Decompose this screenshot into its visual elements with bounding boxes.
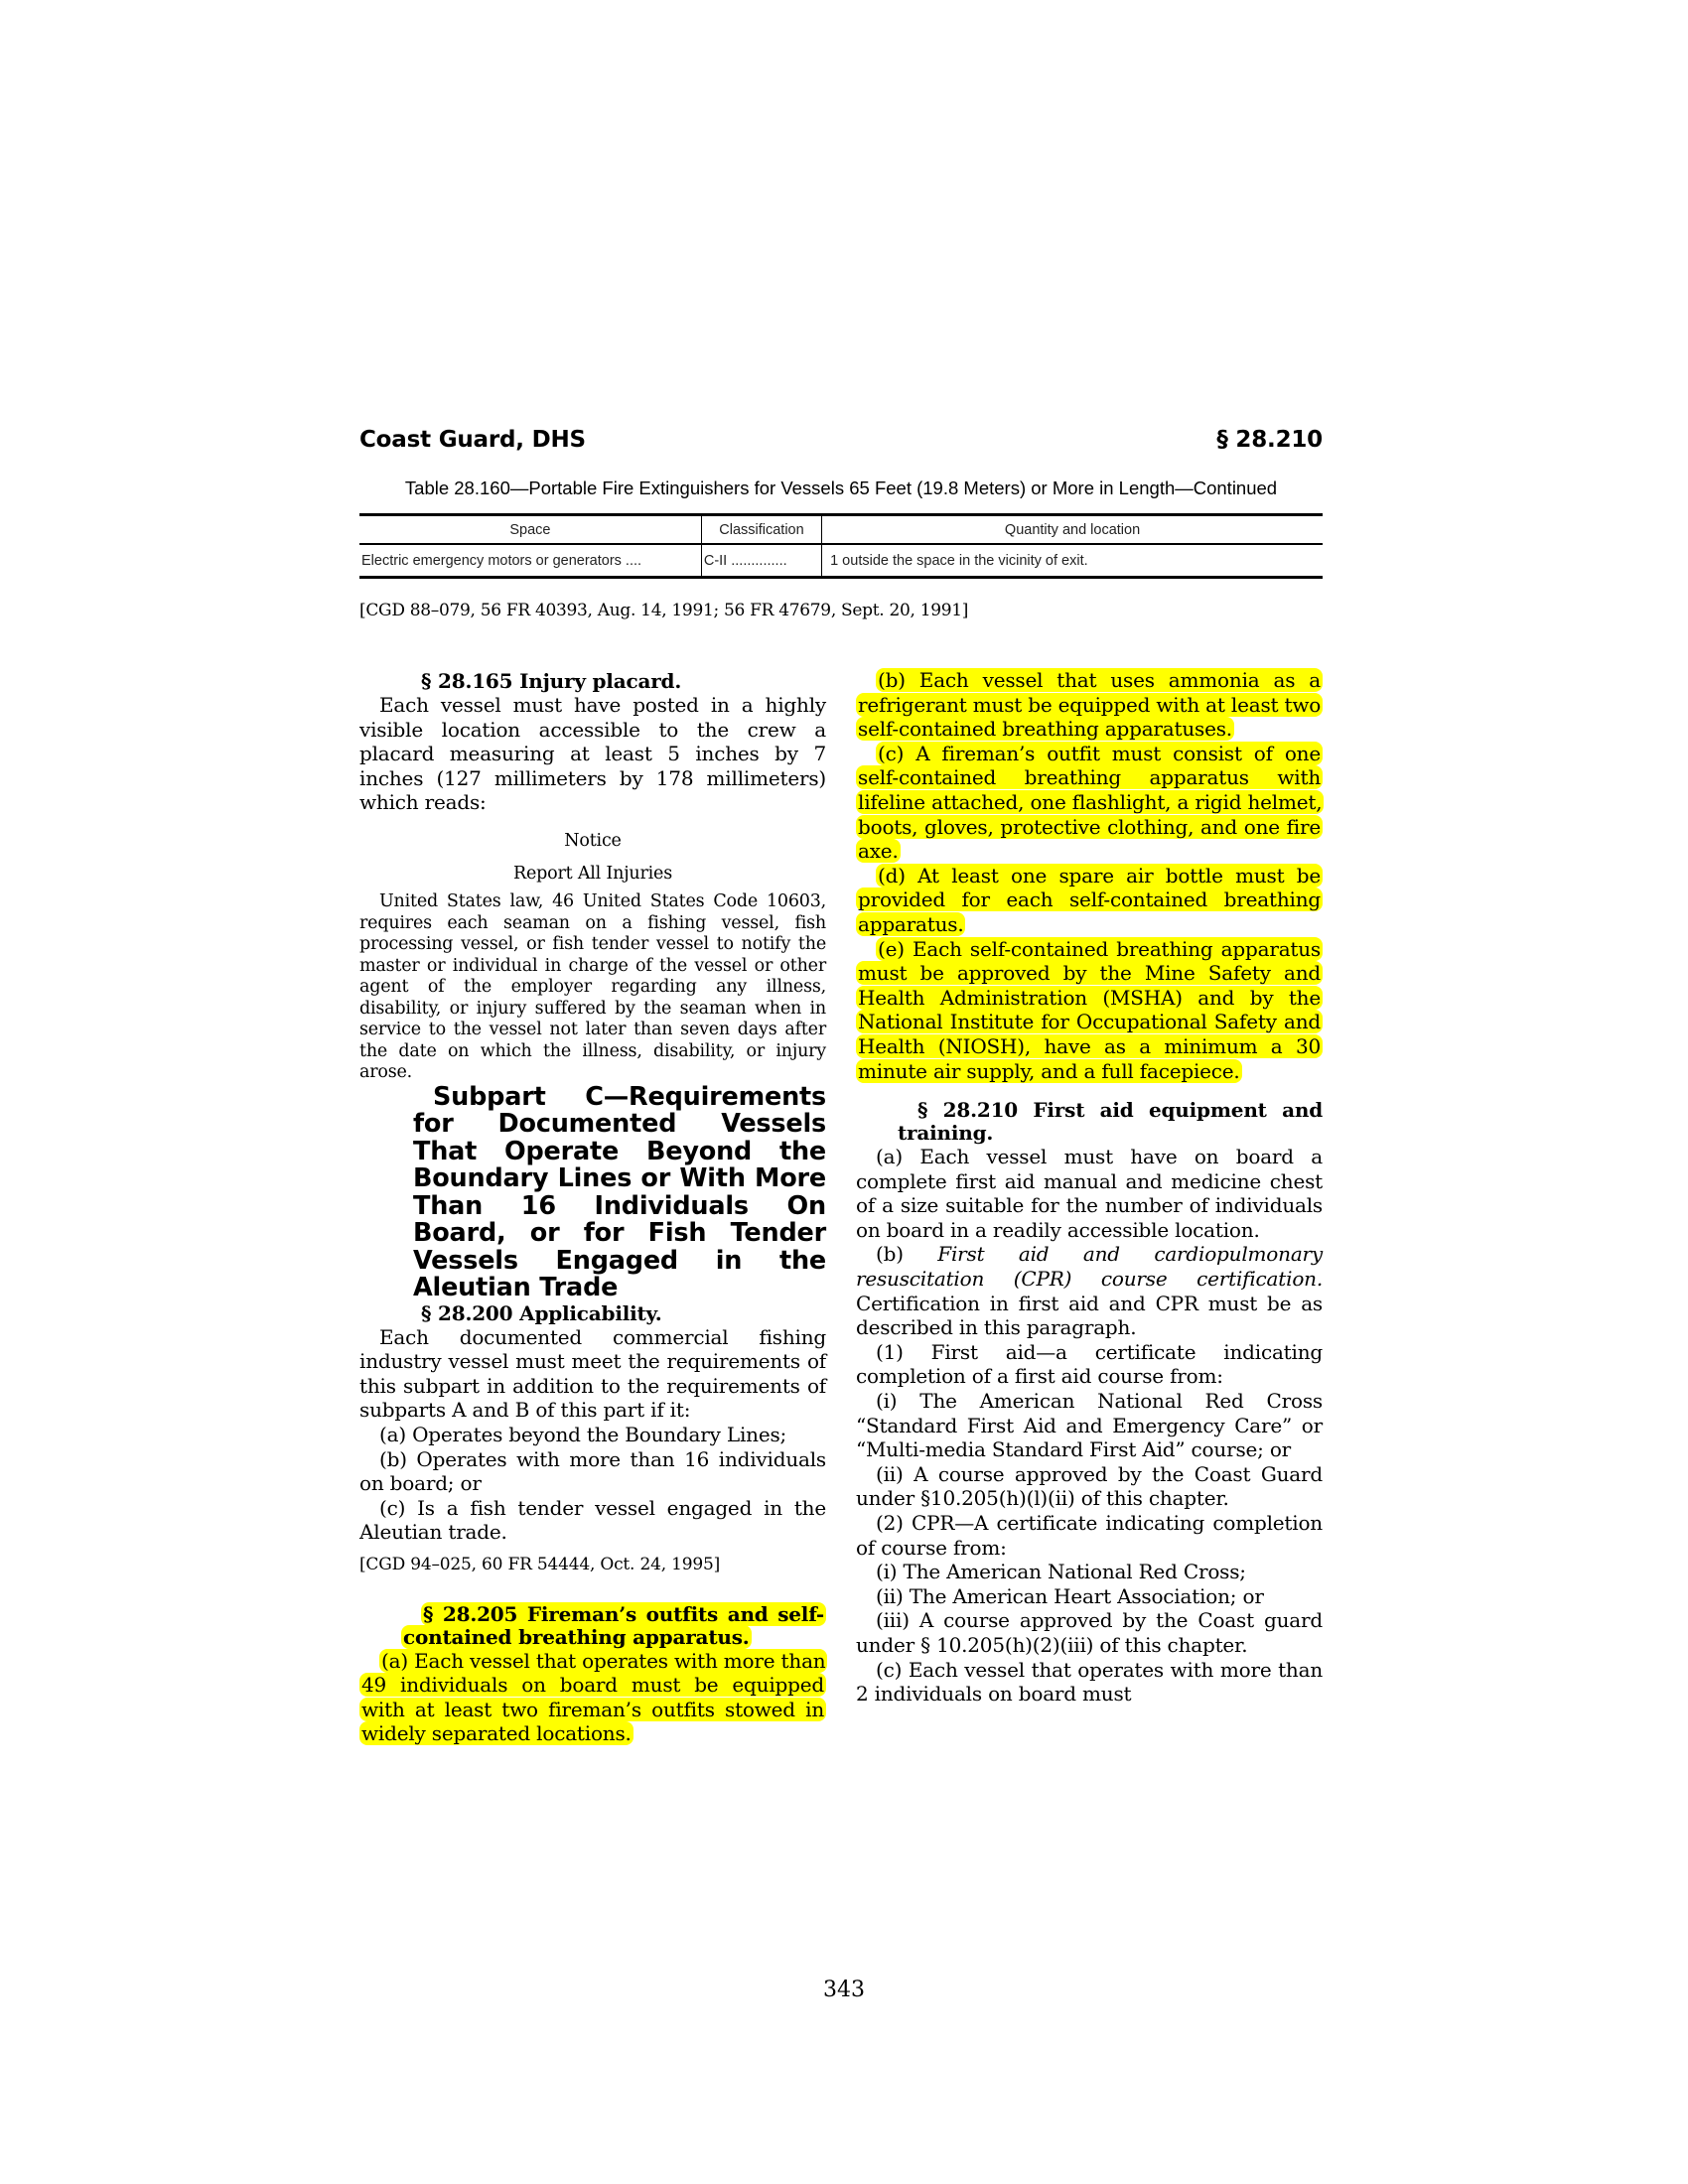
left-column [359, 670, 826, 1746]
paragraph: (b) Operates with more than 16 individuals on board; or [359, 1446, 826, 1496]
paragraph [856, 1242, 1323, 1339]
highlighted-text: (b) Each vessel that uses ammonia as a refrigerant must be equipped with at least two self-contained breathing apparatuses. [858, 668, 1322, 742]
paragraph-text: Certification in first aid and CPR must be as described in this paragraph. [856, 1291, 1323, 1340]
paragraph: (ii) A course approved by the Coast Guard under §10.205(h)(l)(ii) of this chapter. [856, 1461, 1323, 1511]
agency-name: Coast Guard, DHS [359, 427, 586, 453]
paragraph: Each documented commercial fishing industry vessel must meet the requirements of this subpart in addition to the requirements of subparts A and B of this part if it: [359, 1324, 826, 1423]
table-title: Table 28.160—Portable Fire Extinguishers for Vessels 65 Feet (19.8 Meters) or More in Length—Continued [404, 478, 1278, 498]
paragraph: (2) CPR—A certificate indicating completion of course from: [856, 1511, 1323, 1560]
column-header-space: Space [359, 515, 701, 545]
section-heading-28-210: § 28.210 First aid equipment and training. [898, 1098, 1323, 1146]
section-heading-28-205 [359, 1603, 826, 1649]
right-column [856, 668, 1323, 1746]
highlighted-text: (d) At least one spare air bottle must be provided for each self-contained breathing apparatus. [858, 863, 1321, 936]
paragraph: Each vessel must have posted in a highly visible location accessible to the crew a placard measuring at least 5 inches by 7 inches (127 millimeters by 178 millimeters) which reads: [359, 693, 826, 815]
paragraph [856, 742, 1323, 864]
paragraph [856, 668, 1323, 742]
notice-text: United States law, 46 United States Code 10603, requires each seaman on a fishing vessel, fish processing vessel, or fish tender vessel to notify the master or individual in charge of the vessel or other agent of the employer regarding any illness, disability, or injury suffered by the seaman when in service to the vessel not later than seven days after the date on which the illness, disability, or injury arose. [359, 891, 826, 1083]
notice-label: Notice [564, 830, 622, 851]
cell-classification: C-II .............. [701, 544, 821, 578]
section-reference: § 28.210 [1216, 427, 1323, 453]
section-heading-28-200: § 28.200 Applicability. [421, 1300, 662, 1325]
paragraph [856, 937, 1323, 1084]
fire-extinguisher-table [359, 513, 1323, 579]
table-row [359, 544, 1323, 578]
highlighted-text: (e) Each self-contained breathing apparatus must be approved by the Mine Safety and Health Administration (MSHA) and by the National Institute for Occupational Safety and Health (NIOSH), have as a minimum a 30 minute air supply, and a full facepiece. [858, 936, 1321, 1083]
cell-space: Electric emergency motors or generators .... [359, 544, 701, 578]
paragraph: (i) The American National Red Cross “Standard First Aid and Emergency Care” or “Multi-media Standard First Aid” course; or [856, 1389, 1323, 1462]
paragraph: (i) The American National Red Cross; [876, 1560, 1246, 1584]
highlighted-text: (a) Each vessel that operates with more than 49 individuals on board must be equipped with at least two fireman’s outfits stowed in widely separated locations. [361, 1648, 826, 1746]
paragraph: (c) Is a fish tender vessel engaged in the Aleutian trade. [359, 1495, 826, 1545]
italic-title: First aid and cardiopulmonary resuscitation (CPR) course certification. [856, 1242, 1323, 1292]
paragraph [359, 1649, 826, 1746]
subpart-heading: Subpart C—Requirements for Documented Vessels That Operate Beyond the Boundary Lines or With More Than 16 Individuals On Board, or for Fish Tender Vessels Engaged in the Aleutian Trade [413, 1081, 826, 1303]
cell-quantity: 1 outside the space in the vicinity of exit. [822, 544, 1323, 578]
paragraph: (1) First aid—a certificate indicating completion of a first aid course from: [856, 1339, 1323, 1389]
paragraph: (a) Operates beyond the Boundary Lines; [379, 1423, 787, 1447]
column-header-quantity: Quantity and location [822, 515, 1323, 545]
section-citation: [CGD 94–025, 60 FR 54444, Oct. 24, 1995] [359, 1555, 720, 1574]
column-header-classification: Classification [701, 515, 821, 545]
table-citation: [CGD 88–079, 56 FR 40393, Aug. 14, 1991; 56 FR 47679, Sept. 20, 1991] [359, 601, 969, 620]
paragraph: (iii) A course approved by the Coast guard under § 10.205(h)(2)(iii) of this chapter. [856, 1608, 1323, 1657]
page-number: 343 [823, 1978, 865, 2002]
paragraph: (a) Each vessel must have on board a complete first aid manual and medicine chest of a size suitable for the number of individuals on board in a readily accessible location. [856, 1145, 1323, 1242]
paragraph: (ii) The American Heart Association; or [876, 1583, 1264, 1608]
highlighted-text: § 28.205 Fireman’s outfits and self-contained breathing apparatus. [403, 1601, 824, 1649]
section-heading-28-165: § 28.165 Injury placard. [421, 669, 682, 693]
paragraph [856, 864, 1323, 937]
notice-title: Report All Injuries [512, 863, 672, 884]
running-header [359, 427, 1323, 453]
cfr-page [359, 427, 1323, 1746]
paragraph-label: (b) [876, 1242, 938, 1267]
paragraph: (c) Each vessel that operates with more than 2 individuals on board must [856, 1657, 1323, 1706]
highlighted-text: (c) A fireman’s outfit must consist of one self-contained breathing apparatus with lifeline attached, one flashlight, a rigid helmet, boots, gloves, protective clothing, and one fire axe. [858, 741, 1323, 864]
